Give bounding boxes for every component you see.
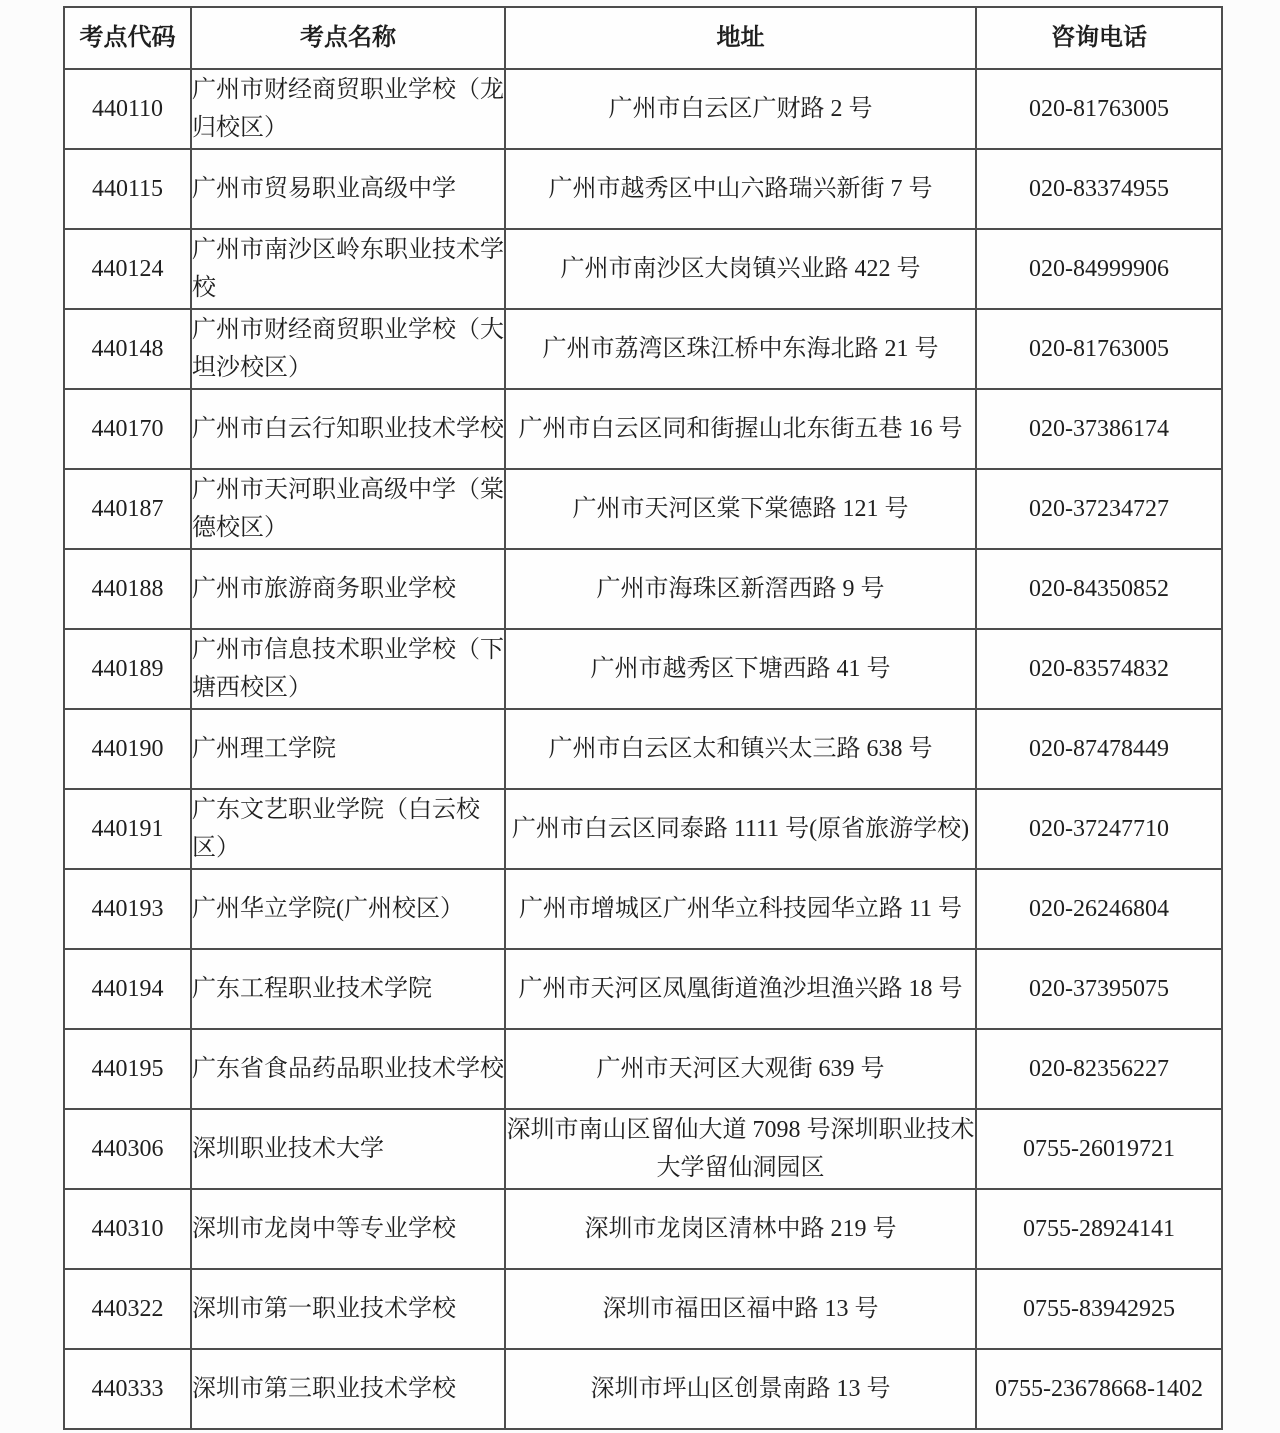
address-cell: 广州市越秀区下塘西路 41 号 [505, 629, 976, 709]
address-cell: 广州市白云区广财路 2 号 [505, 69, 976, 149]
table-row [64, 949, 1222, 1029]
table-row [64, 869, 1222, 949]
name-cell: 广州华立学院(广州校区） [191, 869, 505, 949]
table-row [64, 1189, 1222, 1269]
address-cell: 广州市天河区棠下棠德路 121 号 [505, 469, 976, 549]
table-row [64, 309, 1222, 389]
phone-cell: 020-37395075 [976, 949, 1222, 1029]
phone-cell: 020-84350852 [976, 549, 1222, 629]
phone-cell: 020-81763005 [976, 309, 1222, 389]
code-cell: 440189 [64, 629, 191, 709]
phone-cell: 020-83374955 [976, 149, 1222, 229]
table-body [64, 69, 1222, 1429]
phone-cell: 020-84999906 [976, 229, 1222, 309]
code-cell: 440194 [64, 949, 191, 1029]
address-cell: 深圳市坪山区创景南路 13 号 [505, 1349, 976, 1429]
phone-cell: 020-26246804 [976, 869, 1222, 949]
name-cell: 广州市南沙区岭东职业技术学校 [191, 229, 505, 309]
address-cell: 广州市越秀区中山六路瑞兴新街 7 号 [505, 149, 976, 229]
code-cell: 440187 [64, 469, 191, 549]
table-row [64, 1269, 1222, 1349]
code-cell: 440306 [64, 1109, 191, 1189]
code-cell: 440322 [64, 1269, 191, 1349]
code-cell: 440170 [64, 389, 191, 469]
name-cell: 广州市贸易职业高级中学 [191, 149, 505, 229]
phone-cell: 020-82356227 [976, 1029, 1222, 1109]
table-row [64, 469, 1222, 549]
address-cell: 深圳市南山区留仙大道 7098 号深圳职业技术大学留仙洞园区 [505, 1109, 976, 1189]
address-cell: 广州市增城区广州华立科技园华立路 11 号 [505, 869, 976, 949]
phone-cell: 0755-83942925 [976, 1269, 1222, 1349]
column-header-name: 考点名称 [191, 7, 505, 69]
code-cell: 440195 [64, 1029, 191, 1109]
address-cell: 广州市荔湾区珠江桥中东海北路 21 号 [505, 309, 976, 389]
name-cell: 广州市天河职业高级中学（棠德校区） [191, 469, 505, 549]
code-cell: 440190 [64, 709, 191, 789]
name-cell: 广州市财经商贸职业学校（大坦沙校区） [191, 309, 505, 389]
table-row [64, 549, 1222, 629]
phone-cell: 0755-28924141 [976, 1189, 1222, 1269]
phone-cell: 020-37247710 [976, 789, 1222, 869]
address-cell: 广州市南沙区大岗镇兴业路 422 号 [505, 229, 976, 309]
name-cell: 广东省食品药品职业技术学校 [191, 1029, 505, 1109]
code-cell: 440310 [64, 1189, 191, 1269]
table-row [64, 789, 1222, 869]
phone-cell: 020-37386174 [976, 389, 1222, 469]
name-cell: 深圳职业技术大学 [191, 1109, 505, 1189]
phone-cell: 020-87478449 [976, 709, 1222, 789]
phone-cell: 020-83574832 [976, 629, 1222, 709]
table-row [64, 1349, 1222, 1429]
table-row [64, 1109, 1222, 1189]
name-cell: 广东工程职业技术学院 [191, 949, 505, 1029]
address-cell: 广州市海珠区新滘西路 9 号 [505, 549, 976, 629]
table-row [64, 1029, 1222, 1109]
code-cell: 440148 [64, 309, 191, 389]
phone-cell: 020-37234727 [976, 469, 1222, 549]
column-header-address: 地址 [505, 7, 976, 69]
address-cell: 深圳市福田区福中路 13 号 [505, 1269, 976, 1349]
table-row [64, 69, 1222, 149]
table-row [64, 389, 1222, 469]
name-cell: 广州市信息技术职业学校（下塘西校区） [191, 629, 505, 709]
name-cell: 广州理工学院 [191, 709, 505, 789]
address-cell: 广州市白云区同泰路 1111 号(原省旅游学校) [505, 789, 976, 869]
header-row [64, 7, 1222, 69]
code-cell: 440333 [64, 1349, 191, 1429]
name-cell: 深圳市第一职业技术学校 [191, 1269, 505, 1349]
code-cell: 440193 [64, 869, 191, 949]
table-row [64, 629, 1222, 709]
address-cell: 广州市白云区同和街握山北东街五巷 16 号 [505, 389, 976, 469]
code-cell: 440188 [64, 549, 191, 629]
code-cell: 440115 [64, 149, 191, 229]
name-cell: 广州市旅游商务职业学校 [191, 549, 505, 629]
code-cell: 440110 [64, 69, 191, 149]
exam-sites-table [63, 6, 1223, 1430]
address-cell: 深圳市龙岗区清林中路 219 号 [505, 1189, 976, 1269]
exam-sites-table-container [63, 6, 1223, 1430]
address-cell: 广州市白云区太和镇兴太三路 638 号 [505, 709, 976, 789]
name-cell: 深圳市龙岗中等专业学校 [191, 1189, 505, 1269]
column-header-code: 考点代码 [64, 7, 191, 69]
name-cell: 广东文艺职业学院（白云校区） [191, 789, 505, 869]
column-header-phone: 咨询电话 [976, 7, 1222, 69]
phone-cell: 0755-26019721 [976, 1109, 1222, 1189]
code-cell: 440191 [64, 789, 191, 869]
table-row [64, 709, 1222, 789]
name-cell: 广州市财经商贸职业学校（龙归校区） [191, 69, 505, 149]
table-row [64, 229, 1222, 309]
table-row [64, 149, 1222, 229]
name-cell: 深圳市第三职业技术学校 [191, 1349, 505, 1429]
code-cell: 440124 [64, 229, 191, 309]
address-cell: 广州市天河区大观街 639 号 [505, 1029, 976, 1109]
phone-cell: 020-81763005 [976, 69, 1222, 149]
phone-cell: 0755-23678668-1402 [976, 1349, 1222, 1429]
name-cell: 广州市白云行知职业技术学校 [191, 389, 505, 469]
address-cell: 广州市天河区凤凰街道渔沙坦渔兴路 18 号 [505, 949, 976, 1029]
